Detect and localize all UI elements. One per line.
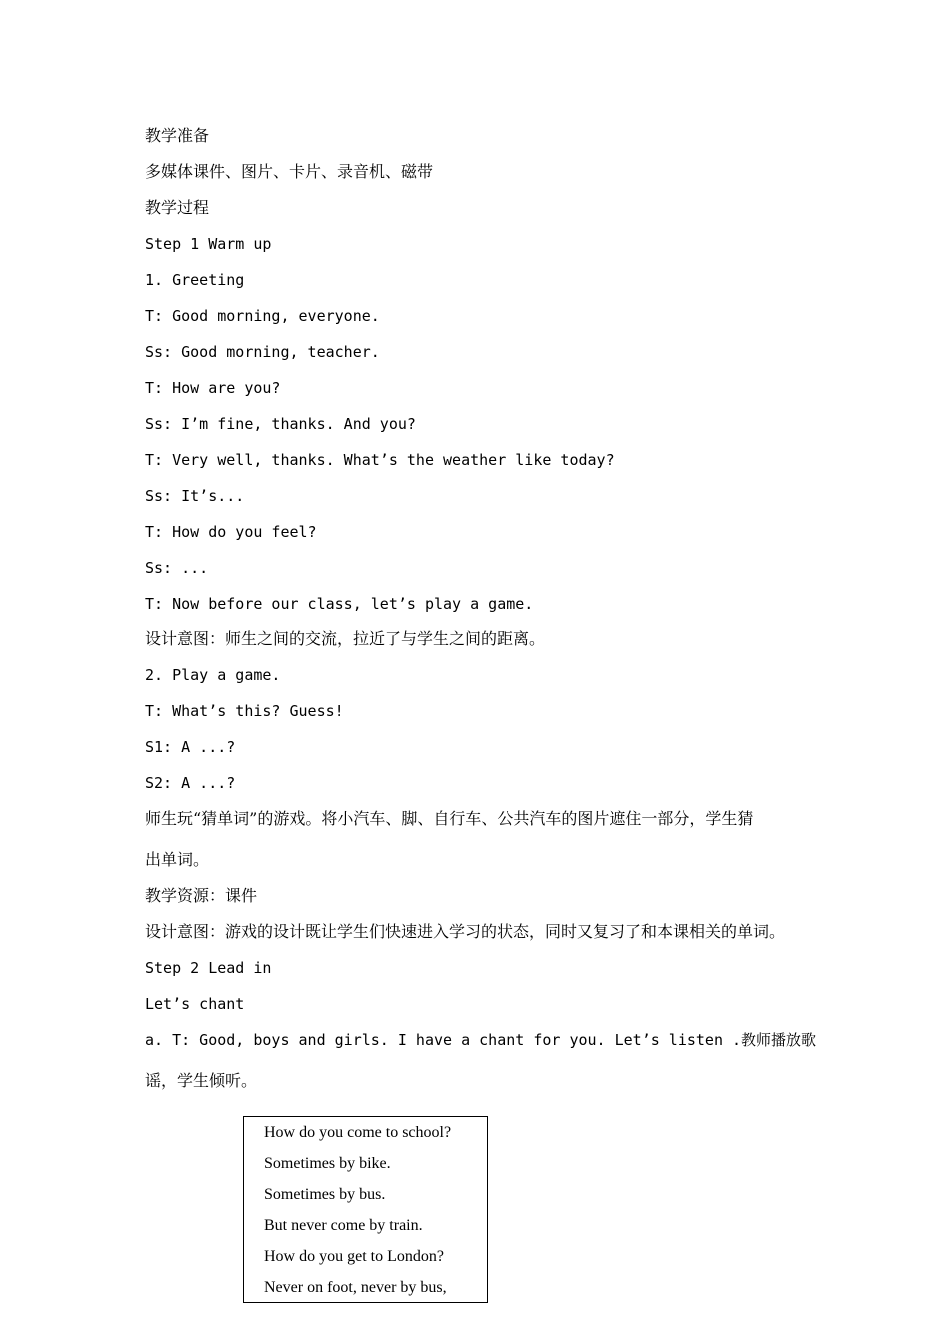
chant-text-box [243, 1116, 488, 1303]
dialogue-line: T: Very well, thanks. What’s the weather like today? [145, 451, 615, 469]
dialogue-line: T: How are you? [145, 379, 281, 397]
chant-instruction: a. T: Good, boys and girls. I have a chant for you. Let’s listen .教师播放歌 [145, 1031, 817, 1049]
dialogue-line: Ss: Good morning, teacher. [145, 343, 380, 361]
dialogue-line: T: What’s this? Guess! [145, 702, 344, 720]
game-heading: 2. Play a game. [145, 666, 281, 684]
design-intent-note: 设计意图：游戏的设计既让学生们快速进入学习的状态，同时又复习了和本课相关的单词。 [145, 922, 786, 941]
dialogue-line: Ss: ... [145, 559, 209, 577]
design-intent-note: 设计意图：师生之间的交流，拉近了与学生之间的距离。 [145, 629, 546, 648]
chant-heading: Let’s chant [145, 995, 245, 1013]
step-1-heading: Step 1 Warm up [145, 235, 272, 253]
chant-line: How do you come to school? [264, 1124, 452, 1141]
chant-line: How do you get to London? [264, 1248, 444, 1265]
game-description: 师生玩“猜单词”的游戏。将小汽车、脚、自行车、公共汽车的图片遮住一部分，学生猜 [145, 809, 754, 828]
chant-line: Sometimes by bike. [264, 1155, 391, 1172]
dialogue-line: T: Now before our class, let’s play a game. [145, 595, 534, 613]
step-2-heading: Step 2 Lead in [145, 959, 272, 977]
game-description-cont: 出单词。 [145, 850, 210, 869]
dialogue-line: Ss: It’s... [145, 487, 245, 505]
chant-line: Sometimes by bus. [264, 1186, 386, 1203]
dialogue-line: Ss: I’m fine, thanks. And you? [145, 415, 416, 433]
heading-teaching-preparation: 教学准备 [145, 126, 210, 145]
heading-teaching-process: 教学过程 [145, 198, 210, 217]
dialogue-line: S1: A ...? [145, 738, 236, 756]
chant-instruction-cont: 谣，学生倾听。 [145, 1071, 258, 1090]
chant-line: Never on foot, never by bus, [264, 1279, 447, 1296]
preparation-materials: 多媒体课件、图片、卡片、录音机、磁带 [145, 162, 434, 181]
teaching-resource-note: 教学资源：课件 [145, 886, 258, 905]
dialogue-line: T: How do you feel? [145, 523, 317, 541]
greeting-heading: 1. Greeting [145, 271, 245, 289]
chant-line: But never come by train. [264, 1217, 423, 1234]
dialogue-line: S2: A ...? [145, 774, 236, 792]
dialogue-line: T: Good morning, everyone. [145, 307, 380, 325]
